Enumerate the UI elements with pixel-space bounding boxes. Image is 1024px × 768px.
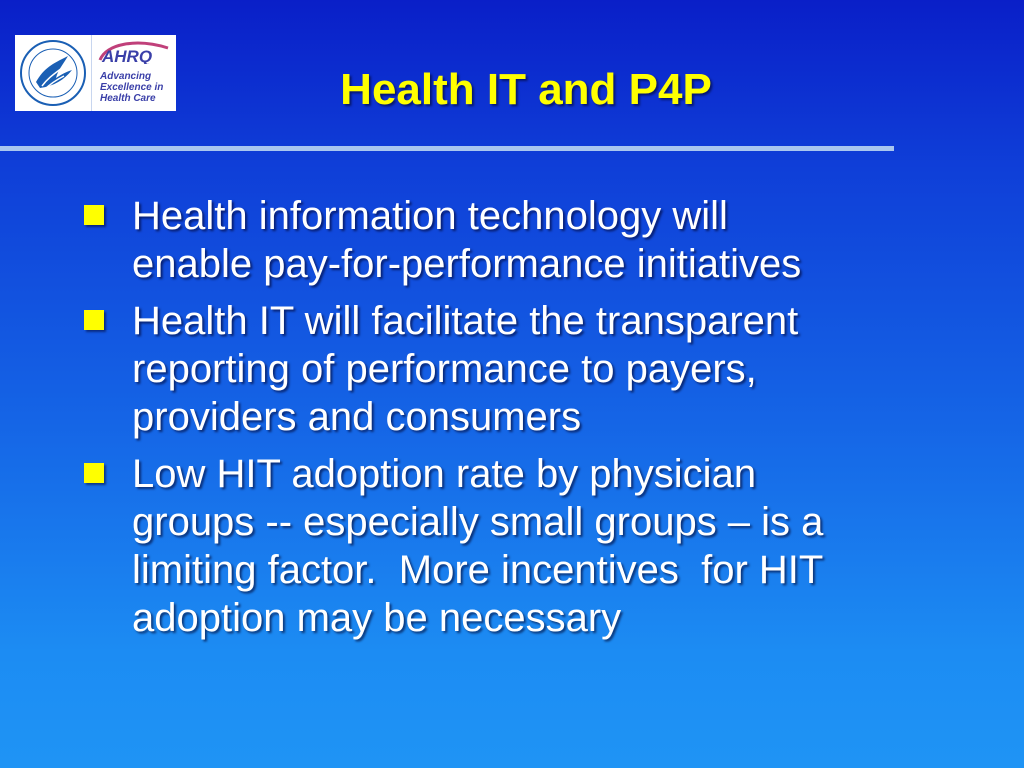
ahrq-wordmark-icon (96, 40, 172, 64)
bullet-line: Low HIT adoption rate by physician (132, 452, 757, 496)
bullet-item (84, 192, 1004, 288)
square-bullet-icon (84, 463, 104, 483)
bullet-line: groups -- especially small groups – is a (132, 500, 824, 544)
bullet-line: reporting of performance to payers, (132, 347, 757, 391)
ahrq-logo (92, 35, 176, 111)
ahrq-tagline (100, 71, 172, 104)
bullet-line: Health IT will facilitate the transparent (132, 299, 799, 343)
bullet-text (132, 450, 1004, 642)
square-bullet-icon (84, 205, 104, 225)
ahrq-tagline-line: Advancing (100, 71, 152, 82)
bullet-text (132, 297, 1004, 441)
title-divider (0, 146, 894, 151)
bullet-line: adoption may be necessary (132, 596, 622, 640)
bullet-line: Health information technology will (132, 194, 728, 238)
bullet-line: providers and consumers (132, 395, 582, 439)
hhs-seal-icon (15, 35, 92, 111)
ahrq-name: AHRQ (102, 47, 153, 64)
ahrq-tagline-line: Excellence in (100, 82, 164, 93)
bullet-item (84, 297, 1004, 441)
agency-logos (15, 35, 176, 111)
bullet-line: limiting factor. More incentives for HIT (132, 548, 824, 592)
bullet-text (132, 192, 1004, 288)
bullet-line: enable pay-for-performance initiatives (132, 242, 802, 286)
bullet-list (84, 192, 1004, 651)
bullet-item (84, 450, 1004, 642)
square-bullet-icon (84, 310, 104, 330)
ahrq-tagline-line: Health Care (100, 93, 156, 104)
slide-title: Health IT and P4P (340, 65, 712, 114)
